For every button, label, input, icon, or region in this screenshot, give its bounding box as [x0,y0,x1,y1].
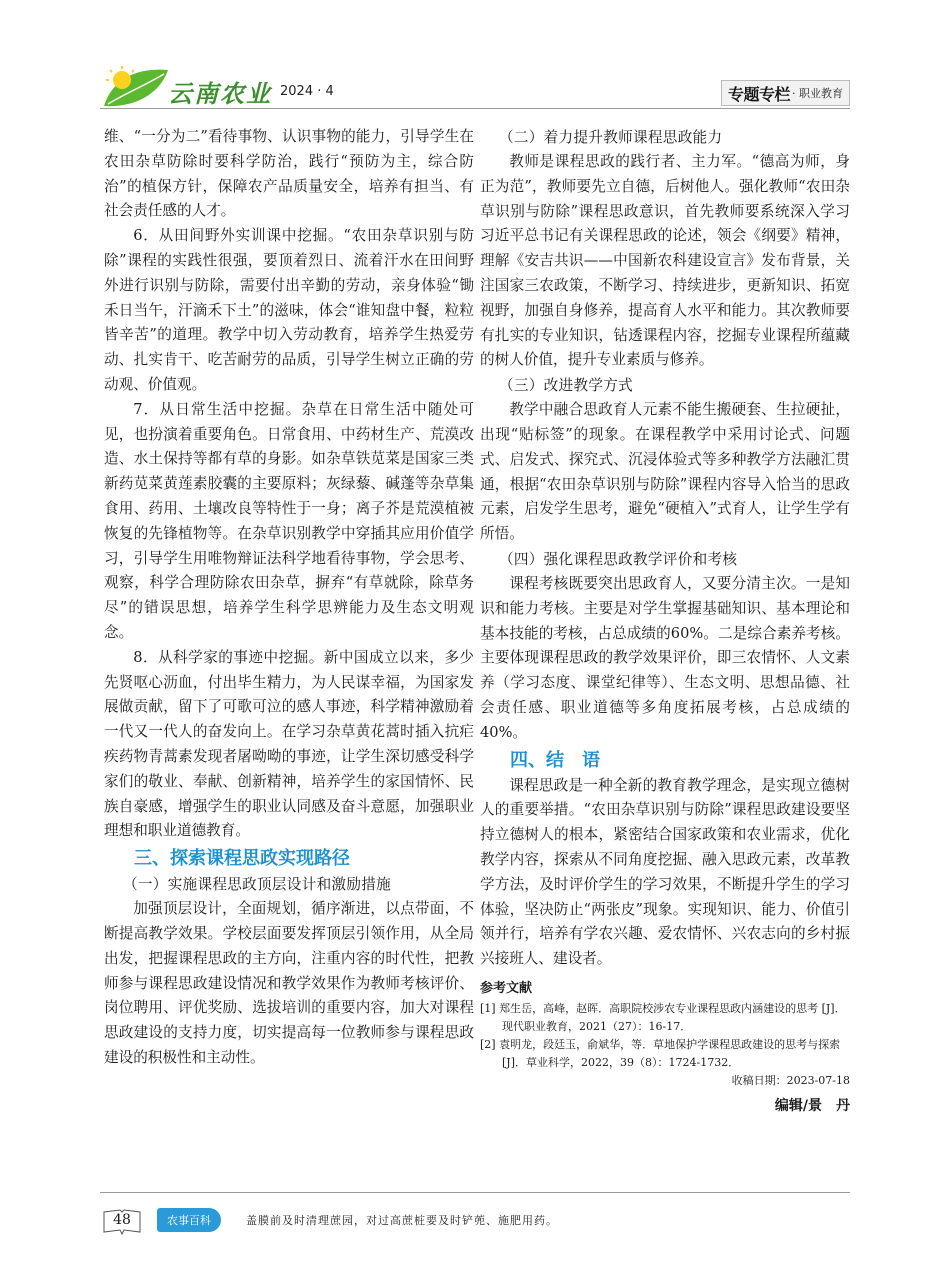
paragraph: 课程思政是一种全新的教育教学理念，是实现立德树人的重要举措。“农田杂草识别与防除”课程思政建设要坚持立德树人的根本，紧密结合国家政策和农业需求，优化教学内容，探索从不同角度挖掘、融入思政元素，改革教学方法，及时评价学生的学习效果，不断提升学生的学习体验，坚决防止“两张皮”现象。实现知识、能力、价值引领并行，培养有学农兴趣、爱农情怀、兴农志向的乡村振兴接班人、建设者。 [480,776,850,968]
issue-number: 2024 · 4 [280,84,334,99]
journal-name: 云南农业 [168,79,272,108]
section-heading: 四、结 语 [510,749,600,771]
paragraph: 加强顶层设计，全面规划，循序渐进，以点带面，不断提高教学效果。学校层面要发挥顶层引领作用，从全局出发，把握课程思政的主方向，注重内容的时代性，把教师参与课程思政建设情况和教学效果作为教师考核评价、岗位聘用、评优奖励、选拔培训的重要内容，加大对课程思政建设的支持力度，切实提高每一位教师参与课程思政建设的积极性和主动性。 [104,900,474,1066]
paragraph: 8．从科学家的事迹中挖掘。新中国成立以来，多少先贤呕心沥血，付出毕生精力，为人民谋幸福，为国家发展做贡献，留下了可歌可泣的感人事迹，科学精神激励着一代又一代人的奋发向上。在学习杂草黄花蒿时插入抗疟疾药物青蒿素发现者屠呦呦的事迹，让学生深切感受科学家们的敬业、奉献、创新精神，培养学生的家国情怀、民族自豪感，增强学生的职业认同感及奋斗意愿，加强职业理想和职业道德教育。 [104,648,474,840]
column-sub-label: · 职业教育 [792,87,843,100]
reference-item: [2] 袁明龙，段廷玉，俞斌华，等．草地保护学课程思政建设的思考与探索 [J]．草业科学，2022，39（8）：1724-1732． [480,1037,841,1069]
paragraph: 教师是课程思政的践行者、主力军。“德高为师，身正为范”，教师要先立自德，后树他人。强化教师“农田杂草识别与防除”课程思政意识，首先教师要系统深入学习习近平总书记有关课程思政的论述，领会《纲要》精神，理解《安吉共识——中国新农科建设宣言》发布背景，关注国家三农政策，不断学习、持续进步，更新知识、拓宽视野，加强自身修养，提高育人水平和能力。其次教师要有扎实的专业知识，钻透课程内容，挖掘专业课程所蕴藏的树人价值，提升专业素质与修养。 [480,153,850,369]
left-column [104,125,474,1071]
paragraph: 7．从日常生活中挖掘。杂草在日常生活中随处可见，也扮演着重要角色。日常食用、中药材生产、荒漠改造、水土保持等都有草的身影。如杂草铁苋菜是国家三类新药苋菜黄莲素胶囊的主要原料；灰绿藜、碱蓬等杂草集食用、药用、土壤改良等特性于一身；离子芥是荒漠植被恢复的先锋植物等。在杂草识别教学中穿插其应用价值学习，引导学生用唯物辩证法科学地看待事物，学会思考、观察，科学合理防除农田杂草，摒弃“有草就除，除草务尽”的错误思想，培养学生科学思辨能力及生态文明观念。 [104,400,474,641]
right-column [480,125,850,1119]
page-header [100,64,850,108]
paragraph: 课程考核既要突出思政育人，又要分清主次。一是知识和能力考核。主要是对学生掌握基础知识、基本理论和基本技能的考核，占总成绩的60%。二是综合素养考核。主要体现课程思政的教学效果评价，即三农情怀、人文素养（学习态度、课堂纪律等）、生态文明、思想品德、社会责任感、职业道德等多角度拓展考核，占总成绩的40%。 [480,574,850,741]
column-tag [721,80,850,106]
sun-leaf-icon [100,64,170,108]
subsection-heading: （一）实施课程思政顶层设计和激励措施 [122,876,392,894]
references-heading: 参考文献 [480,980,533,996]
footer-divider [100,1192,850,1193]
subsection-heading: （三）改进教学方式 [498,377,634,395]
header-divider [100,108,850,109]
reference-item: [1] 郑生岳，高峰，赵晖．高职院校涉农专业课程思政内涵建设的思考 [J]．现代职业教育，2021（27）：16-17． [480,1001,846,1033]
received-date: 收稿日期：2023-07-18 [731,1073,850,1087]
paragraph: 6．从田间野外实训课中挖掘。“农田杂草识别与防除”课程的实践性很强，要顶着烈日、流着汗水在田间野外进行识别与防除，需要付出辛勤的劳动，亲身体验“锄禾日当午，汗滴禾下土”的滋味，体会“谁知盘中餐，粒粒皆辛苦”的道理。教学中切入劳动教育，培养学生热爱劳动、扎实肯干、吃苦耐劳的品质，引导学生树立正确的劳动观、价值观。 [104,227,474,393]
paragraph: 教学中融合思政育人元素不能生搬硬套、生拉硬扯，出现“贴标签”的现象。在课程教学中采用讨论式、问题式、启发式、探究式、沉浸体验式等多种教学方法融汇贯通，根据“农田杂草识别与防除”课程内容导入恰当的思政元素，启发学生思考，避免“硬植入”式育人，让学生学有所悟。 [480,401,850,543]
page-number: 48 [113,1212,131,1228]
journal-logo [100,64,275,108]
tip-badge: 农事百科 [157,1208,221,1232]
column-main-label: 专题专栏 [727,84,790,104]
paragraph: 维、“一分为二”看待事物、认识事物的能力，引导学生在农田杂草防除时要科学防治，践行“预防为主，综合防治”的植保方针，保障农产品质量安全，培养有担当、有社会责任感的人才。 [104,128,474,220]
section-heading: 三、探索课程思政实现路径 [134,848,350,870]
editor-credit: 编辑/景 丹 [774,1097,850,1114]
subsection-heading: （二）着力提升教师课程思政能力 [498,129,723,146]
subsection-heading: （四）强化课程思政教学评价和考核 [498,550,738,568]
page-number-box [102,1208,142,1236]
tip-text: 盖膜前及时清理蔗园，对过高蔗桩要及时铲蔸、施肥用药。 [246,1214,558,1227]
